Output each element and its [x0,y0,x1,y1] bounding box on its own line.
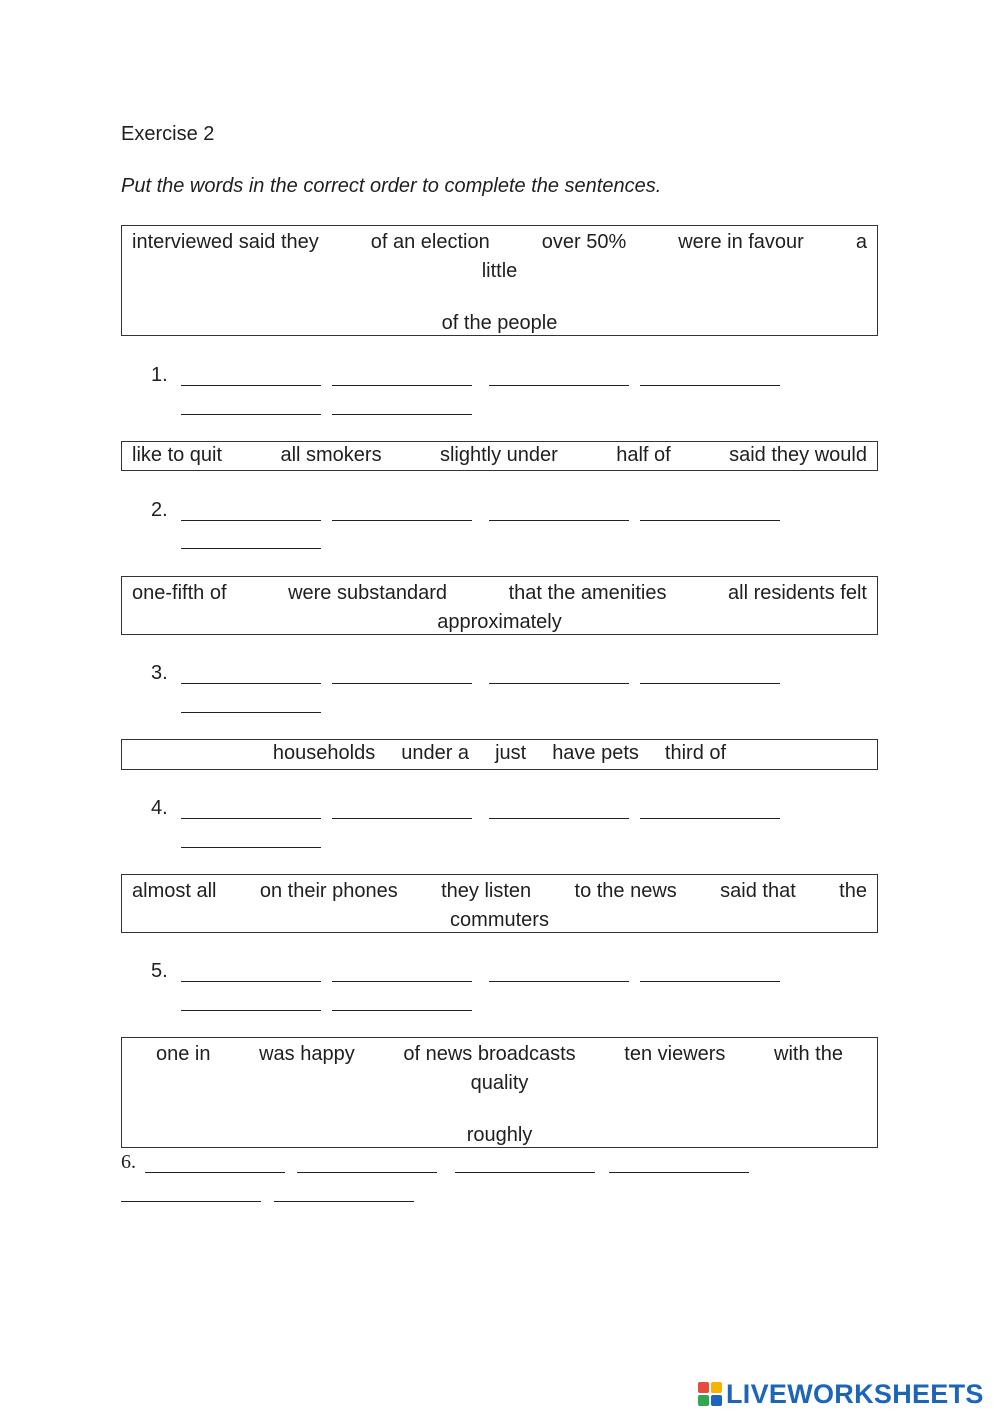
answer-blank[interactable] [332,385,472,386]
answer-blank[interactable] [332,981,472,982]
word-chip: ten viewers [624,1043,726,1065]
answer-blank[interactable] [455,1172,595,1173]
word-chip: little [481,260,518,282]
word-chip: a [855,231,867,253]
word-box-6 [121,1037,878,1148]
word-chip: interviewed said they [132,231,319,253]
liveworksheets-logo-icon [698,1382,722,1406]
exercise-title: Exercise 2 [121,123,215,145]
word-chip: households [272,742,376,764]
question-number-4: 4. [151,797,168,819]
word-chip: almost all [132,880,217,902]
answer-blank[interactable] [489,683,629,684]
word-box-1 [121,225,878,336]
answer-blank[interactable] [181,385,321,386]
answer-blank[interactable] [121,1201,261,1202]
word-chip: under a [401,742,470,764]
word-chip: half of [616,444,671,466]
answer-blank[interactable] [640,818,780,819]
answer-blank[interactable] [145,1172,285,1173]
word-chip: of an election [370,231,490,253]
word-chip: was happy [259,1043,355,1065]
question-number-2: 2. [151,499,168,521]
word-chip: roughly [466,1124,533,1146]
word-chip: one-fifth of [132,582,227,604]
question-number-1: 1. [151,364,168,386]
word-chip: just [495,742,527,764]
answer-blank[interactable] [489,520,629,521]
answer-blank[interactable] [609,1172,749,1173]
answer-blank[interactable] [332,683,472,684]
word-chip: have pets [552,742,639,764]
word-chip: commuters [450,909,549,931]
answer-blank[interactable] [181,847,321,848]
word-box-5 [121,874,878,933]
answer-blank[interactable] [181,981,321,982]
word-chip: third of [664,742,727,764]
answer-blank[interactable] [181,683,321,684]
answer-blank[interactable] [489,818,629,819]
word-chip: they listen [441,880,532,902]
instruction-text: Put the words in the correct order to complete the sentences. [121,175,662,197]
word-chip: were in favour [678,231,804,253]
word-chip: over 50% [541,231,627,253]
question-number-6: 6. [121,1151,136,1173]
question-number-3: 3. [151,662,168,684]
word-chip: were substandard [288,582,448,604]
word-chip: all residents felt [728,582,867,604]
answer-blank[interactable] [181,818,321,819]
answer-blank[interactable] [181,1010,321,1011]
word-chip: all smokers [280,444,382,466]
answer-blank[interactable] [332,414,472,415]
answer-blank[interactable] [640,520,780,521]
answer-blank[interactable] [181,520,321,521]
word-chip: the [839,880,867,902]
answer-blank[interactable] [181,548,321,549]
logo-text: LIVEWORKSHEETS [726,1378,984,1409]
answer-blank[interactable] [489,385,629,386]
word-chip: of the people [441,312,558,334]
answer-blank[interactable] [332,818,472,819]
word-chip: of news broadcasts [403,1043,576,1065]
word-chip: quality [470,1072,529,1094]
answer-blank[interactable] [489,981,629,982]
liveworksheets-logo [698,1378,984,1410]
answer-blank[interactable] [640,683,780,684]
word-chip: that the amenities [508,582,667,604]
answer-blank[interactable] [181,414,321,415]
answer-blank[interactable] [274,1201,414,1202]
word-chip: one in [156,1043,211,1065]
answer-blank[interactable] [332,520,472,521]
word-chip: on their phones [259,880,398,902]
word-box-4 [121,739,878,770]
answer-blank[interactable] [640,981,780,982]
word-chip: slightly under [439,444,558,466]
answer-blank[interactable] [640,385,780,386]
word-chip: said that [720,880,796,902]
question-number-5: 5. [151,960,168,982]
word-box-2 [121,441,878,471]
answer-blank[interactable] [181,712,321,713]
answer-blank[interactable] [297,1172,437,1173]
word-chip: approximately [437,611,562,633]
word-chip: said they would [729,444,867,466]
word-box-3 [121,576,878,635]
word-chip: with the [774,1043,843,1065]
word-row [132,228,867,257]
answer-blank[interactable] [332,1010,472,1011]
word-chip: like to quit [132,444,223,466]
word-chip: to the news [574,880,677,902]
